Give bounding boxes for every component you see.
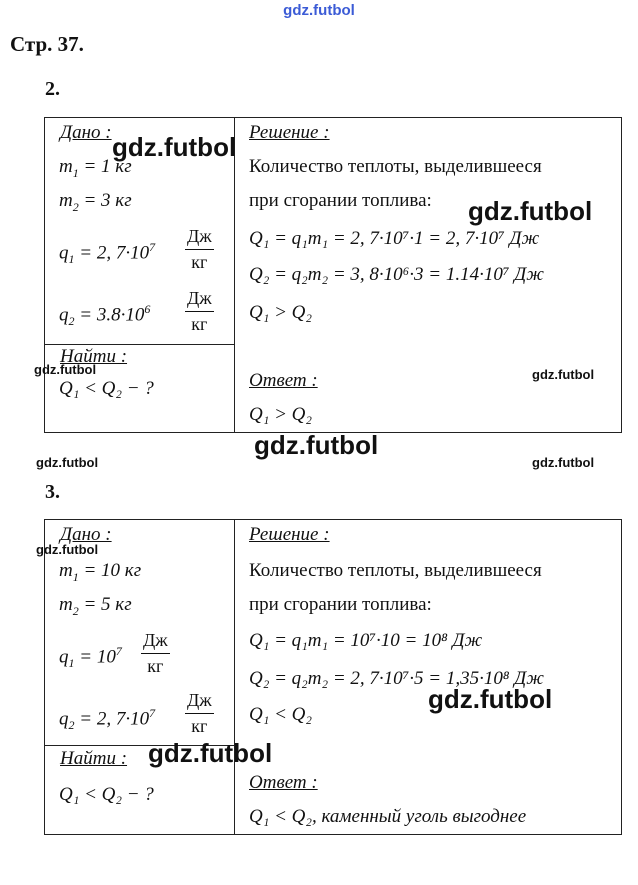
equation-q2: Q₂ = q₂m₂ = 3, 8·10⁶·3 = 1.14·10⁷ Дж	[249, 264, 544, 285]
problem-2-table	[44, 117, 622, 433]
problem-3-table	[44, 519, 622, 835]
column-divider	[234, 118, 235, 432]
watermark: gdz.futbol	[148, 738, 273, 768]
given-q2: $q_2 = 2$, $7\cdot 10^7$	[59, 706, 156, 733]
equation-q1: Q₁ = q₁m₁ = 10⁷·10 = 10⁸ Дж	[249, 630, 483, 651]
given-m1: $m_1 = 1$ кг	[59, 156, 132, 180]
equation-q2: Q₂ = q₂m₂ = 2, 7·10⁷·5 = 1,35·10⁸ Дж	[249, 668, 544, 689]
unit-fraction-q2: Дж кг	[187, 690, 212, 736]
answer-heading: Ответ :	[249, 772, 318, 793]
problem-2-number: 2.	[45, 78, 60, 100]
equation-compare: Q₁ < Q₂	[249, 704, 312, 725]
given-heading: Дано :	[60, 524, 112, 545]
given-m1: $m_1 = 10$ кг	[59, 560, 142, 584]
unit-fraction-q1: Дж кг	[187, 226, 212, 272]
solution-text-line-1: Количество теплоты, выделившееся	[249, 156, 542, 177]
equation-compare: Q₁ > Q₂	[249, 302, 312, 323]
watermark: gdz.futbol	[34, 362, 97, 377]
answer-heading: Ответ :	[249, 370, 318, 391]
watermark: gdz.futbol	[428, 684, 553, 714]
row-divider	[45, 344, 234, 345]
given-q2: $q_2 = 3.8\cdot 10^6$	[59, 302, 151, 329]
answer-text: Q₁ < Q₂, каменный уголь выгоднее	[249, 806, 527, 827]
watermark: gdz.futbol	[532, 455, 595, 470]
watermark: gdz.futbol	[112, 132, 237, 162]
unit-fraction-q1: Дж кг	[143, 630, 168, 676]
find-expression: Q₁ < Q₂ − ?	[59, 784, 154, 805]
watermark: gdz.futbol	[532, 367, 595, 382]
find-expression: Q₁ < Q₂ − ?	[59, 378, 154, 399]
watermark: gdz.futbol	[36, 542, 99, 557]
equation-q1: Q₁ = q₁m₁ = 2, 7·10⁷·1 = 2, 7·10⁷ Дж	[249, 228, 540, 249]
solution-text-line-1: Количество теплоты, выделившееся	[249, 560, 542, 581]
problem-3-number: 3.	[45, 481, 60, 503]
given-m2: $m_2 = 5$ кг	[59, 594, 132, 618]
solution-heading: Решение :	[249, 524, 330, 545]
watermark: gdz.futbol	[254, 430, 379, 460]
given-q1: $q_1 = 10^7$	[59, 644, 122, 671]
unit-fraction-q2: Дж кг	[187, 288, 212, 334]
answer-text: Q₁ > Q₂	[249, 404, 312, 425]
given-heading: Дано :	[60, 122, 112, 143]
find-heading: Найти :	[60, 346, 128, 367]
column-divider	[234, 520, 235, 834]
solution-text-line-2: при сгорании топлива:	[249, 594, 432, 615]
given-m2: $m_2 = 3$ кг	[59, 190, 132, 214]
page-title: Стр. 37.	[10, 32, 84, 56]
solution-text-line-2: при сгорании топлива:	[249, 190, 432, 211]
watermark: gdz.futbol	[468, 196, 593, 226]
watermark-top[interactable]: gdz.futbol	[283, 2, 355, 19]
given-q1: $q_1 = 2$, $7\cdot 10^7$	[59, 240, 156, 267]
find-heading: Найти :	[60, 748, 128, 769]
solution-heading: Решение :	[249, 122, 330, 143]
watermark: gdz.futbol	[36, 455, 99, 470]
